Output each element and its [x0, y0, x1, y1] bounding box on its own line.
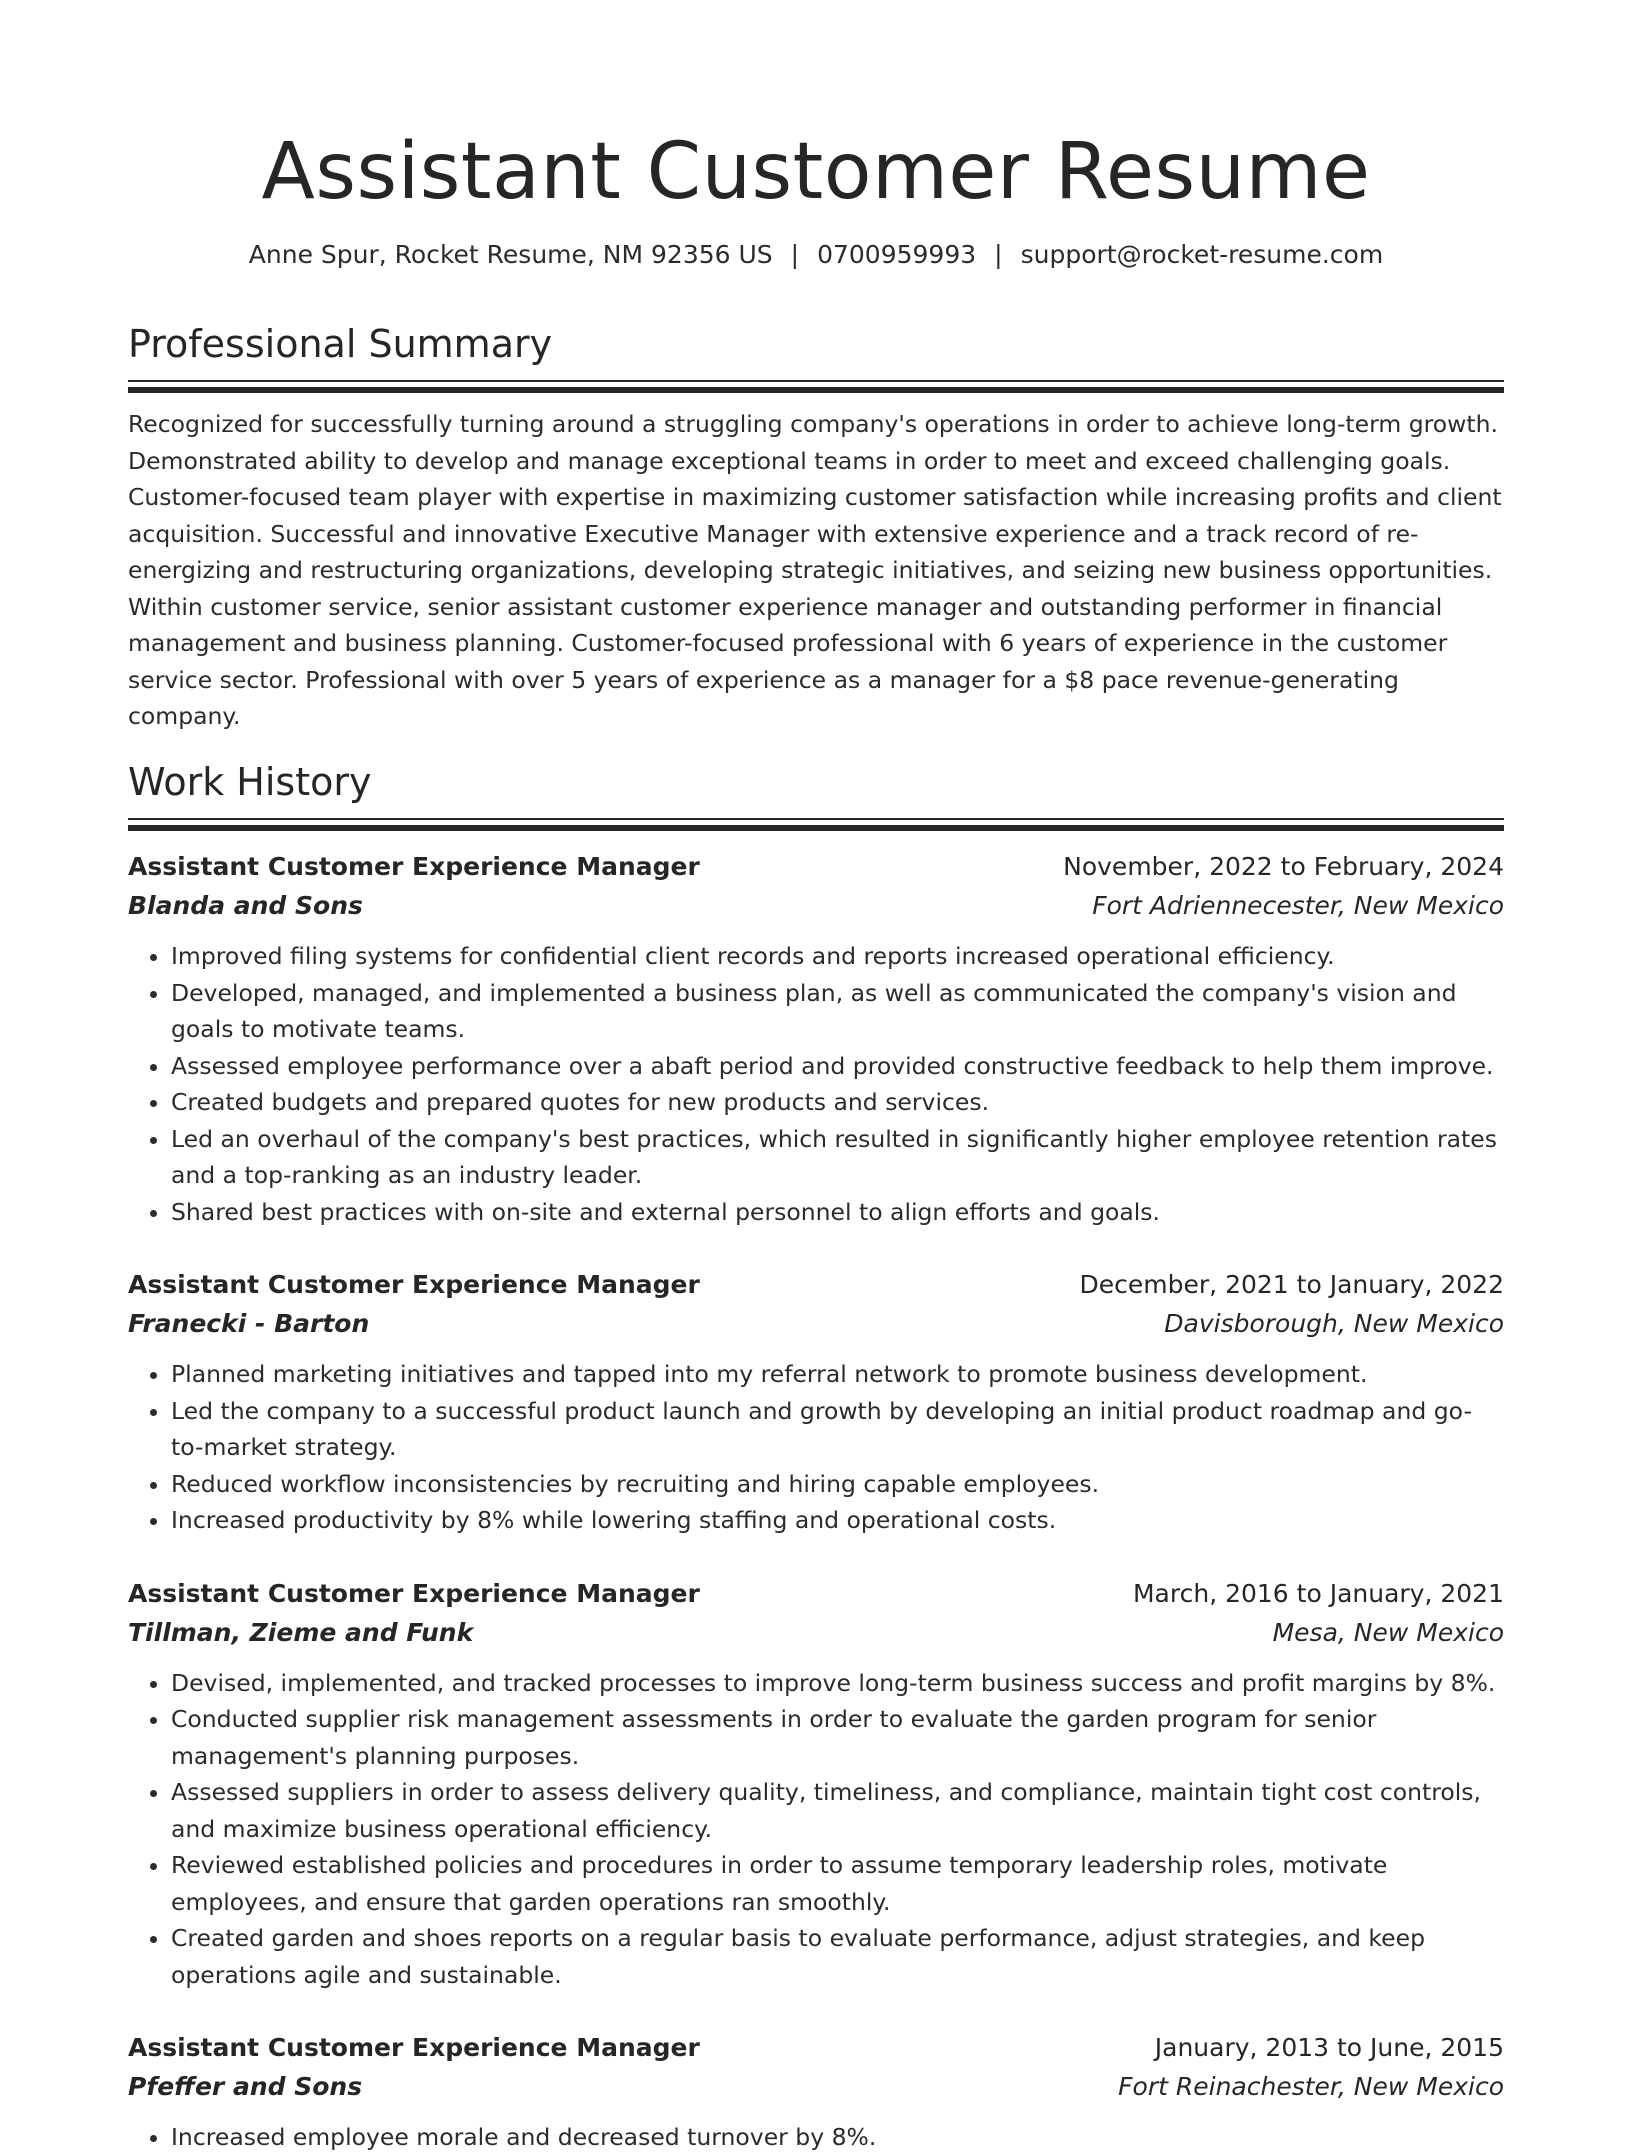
resume-title: Assistant Customer Resume — [261, 127, 1371, 217]
summary-paragraph: Recognized for successfully turning around a struggling company's operations in order to achieve long-term growth. Demonstrated ability to develop and manage exceptional teams in order to meet and exceed challenging goals. Customer-focused team player with expertise in maximizing customer satisfaction while increasing profits and client acquisition. Successful and innovative Executive Manager with extensive experience and a track record of re-energizing and restructuring organizations, developing strategic initiatives, and seizing new business opportunities. Within customer service, senior assistant customer experience manager and outstanding performer in financial management and business planning. Customer-focused professional with 6 years of experience in the customer service sector. Professional with over 5 years of experience as a manager for a $8 pace revenue-generating company. — [128, 410, 1502, 730]
responsibility-bullet: • Reduced workflow inconsistencies by recruiting and hiring capable employees. — [171, 1466, 1504, 1503]
responsibility-bullet: • Created garden and shoes reports on a regular basis to evaluate performance, adjust strategies, and keep operations agile and sustainable. — [171, 1920, 1504, 1993]
work-history-section — [128, 758, 1504, 2156]
section-heading-work-history: Work History — [128, 760, 372, 804]
job-company-row — [128, 1613, 1504, 1653]
job-header-row — [128, 1575, 1504, 1613]
responsibility-bullet: • Assessed suppliers in order to assess delivery quality, timeliness, and compliance, maintain tight cost controls, and maximize business operational efficiency. — [171, 1774, 1504, 1847]
responsibility-bullet: • Increased employee morale and decreased turnover by 8%. — [171, 2119, 1504, 2156]
job-responsibilities-list — [128, 1665, 1504, 1994]
contact-separator: | — [790, 240, 800, 269]
professional-summary-section — [128, 320, 1504, 735]
job-entry — [128, 848, 1504, 1230]
job-location: Fort Adriennecester, New Mexico — [1092, 891, 1504, 920]
job-company-row — [128, 2067, 1504, 2107]
contact-phone: 0700959993 — [817, 240, 977, 269]
job-header-row — [128, 1266, 1504, 1304]
responsibility-bullet: • Led an overhaul of the company's best practices, which resulted in significantly higher employee retention rates and a top-ranking as an industry leader. — [171, 1121, 1504, 1194]
responsibility-bullet: • Led the company to a successful product launch and growth by developing an initial product roadmap and go-to-market strategy. — [171, 1393, 1504, 1466]
contact-line — [128, 238, 1504, 272]
job-company-row — [128, 1304, 1504, 1344]
contact-email: support@rocket-resume.com — [1020, 240, 1384, 269]
section-heading-summary: Professional Summary — [128, 322, 553, 366]
responsibility-bullet: • Improved filing systems for confidential client records and reports increased operational efficiency. — [171, 938, 1504, 975]
responsibility-bullet: • Devised, implemented, and tracked processes to improve long-term business success and profit margins by 8%. — [171, 1665, 1504, 1702]
job-entry — [128, 2029, 1504, 2156]
job-company: Blanda and Sons — [128, 891, 363, 920]
contact-address: Anne Spur, Rocket Resume, NM 92356 US — [248, 240, 773, 269]
job-title: Assistant Customer Experience Manager — [128, 1270, 700, 1299]
job-entry — [128, 1266, 1504, 1539]
section-divider — [128, 380, 1504, 392]
job-dates: November, 2022 to February, 2024 — [1063, 852, 1504, 881]
job-dates: January, 2013 to June, 2015 — [1154, 2033, 1504, 2062]
job-list — [128, 848, 1504, 2156]
job-title: Assistant Customer Experience Manager — [128, 1578, 700, 1608]
job-title: Assistant Customer Experience Manager — [128, 2033, 700, 2062]
responsibility-bullet: • Planned marketing initiatives and tapped into my referral network to promote business development. — [171, 1356, 1504, 1393]
job-location: Fort Reinachester, New Mexico — [1118, 2072, 1504, 2101]
job-location: Mesa, New Mexico — [1272, 1617, 1504, 1647]
resume-page — [128, 0, 1504, 2156]
job-responsibilities-list — [128, 1356, 1504, 1539]
job-header-row — [128, 848, 1504, 886]
job-responsibilities-list — [128, 938, 1504, 1230]
job-header-row — [128, 2029, 1504, 2067]
responsibility-bullet: • Assessed employee performance over a abaft period and provided constructive feedback to help them improve. — [171, 1048, 1504, 1085]
responsibility-bullet: • Created budgets and prepared quotes for new products and services. — [171, 1084, 1504, 1121]
responsibility-bullet: • Increased productivity by 8% while lowering staffing and operational costs. — [171, 1502, 1504, 1539]
job-company: Franecki - Barton — [128, 1309, 370, 1338]
responsibility-bullet: • Shared best practices with on-site and external personnel to align efforts and goals. — [171, 1194, 1504, 1231]
job-company: Tillman, Zieme and Funk — [128, 1617, 474, 1647]
job-title: Assistant Customer Experience Manager — [128, 852, 700, 881]
job-dates: March, 2016 to January, 2021 — [1132, 1578, 1504, 1608]
job-location: Davisborough, New Mexico — [1164, 1309, 1504, 1338]
job-responsibilities-list — [128, 2119, 1504, 2156]
job-entry — [128, 1575, 1504, 1994]
job-dates: December, 2021 to January, 2022 — [1079, 1270, 1504, 1299]
section-divider — [128, 818, 1504, 830]
job-company: Pfeffer and Sons — [128, 2072, 363, 2101]
contact-separator: | — [994, 240, 1003, 269]
responsibility-bullet: • Reviewed established policies and procedures in order to assume temporary leadership roles, motivate employees, and ensure that garden operations ran smoothly. — [171, 1847, 1504, 1920]
job-company-row — [128, 886, 1504, 926]
responsibility-bullet: • Developed, managed, and implemented a business plan, as well as communicated the company's vision and goals to motivate teams. — [171, 975, 1504, 1048]
responsibility-bullet: • Conducted supplier risk management assessments in order to evaluate the garden program for senior management's planning purposes. — [171, 1701, 1504, 1774]
